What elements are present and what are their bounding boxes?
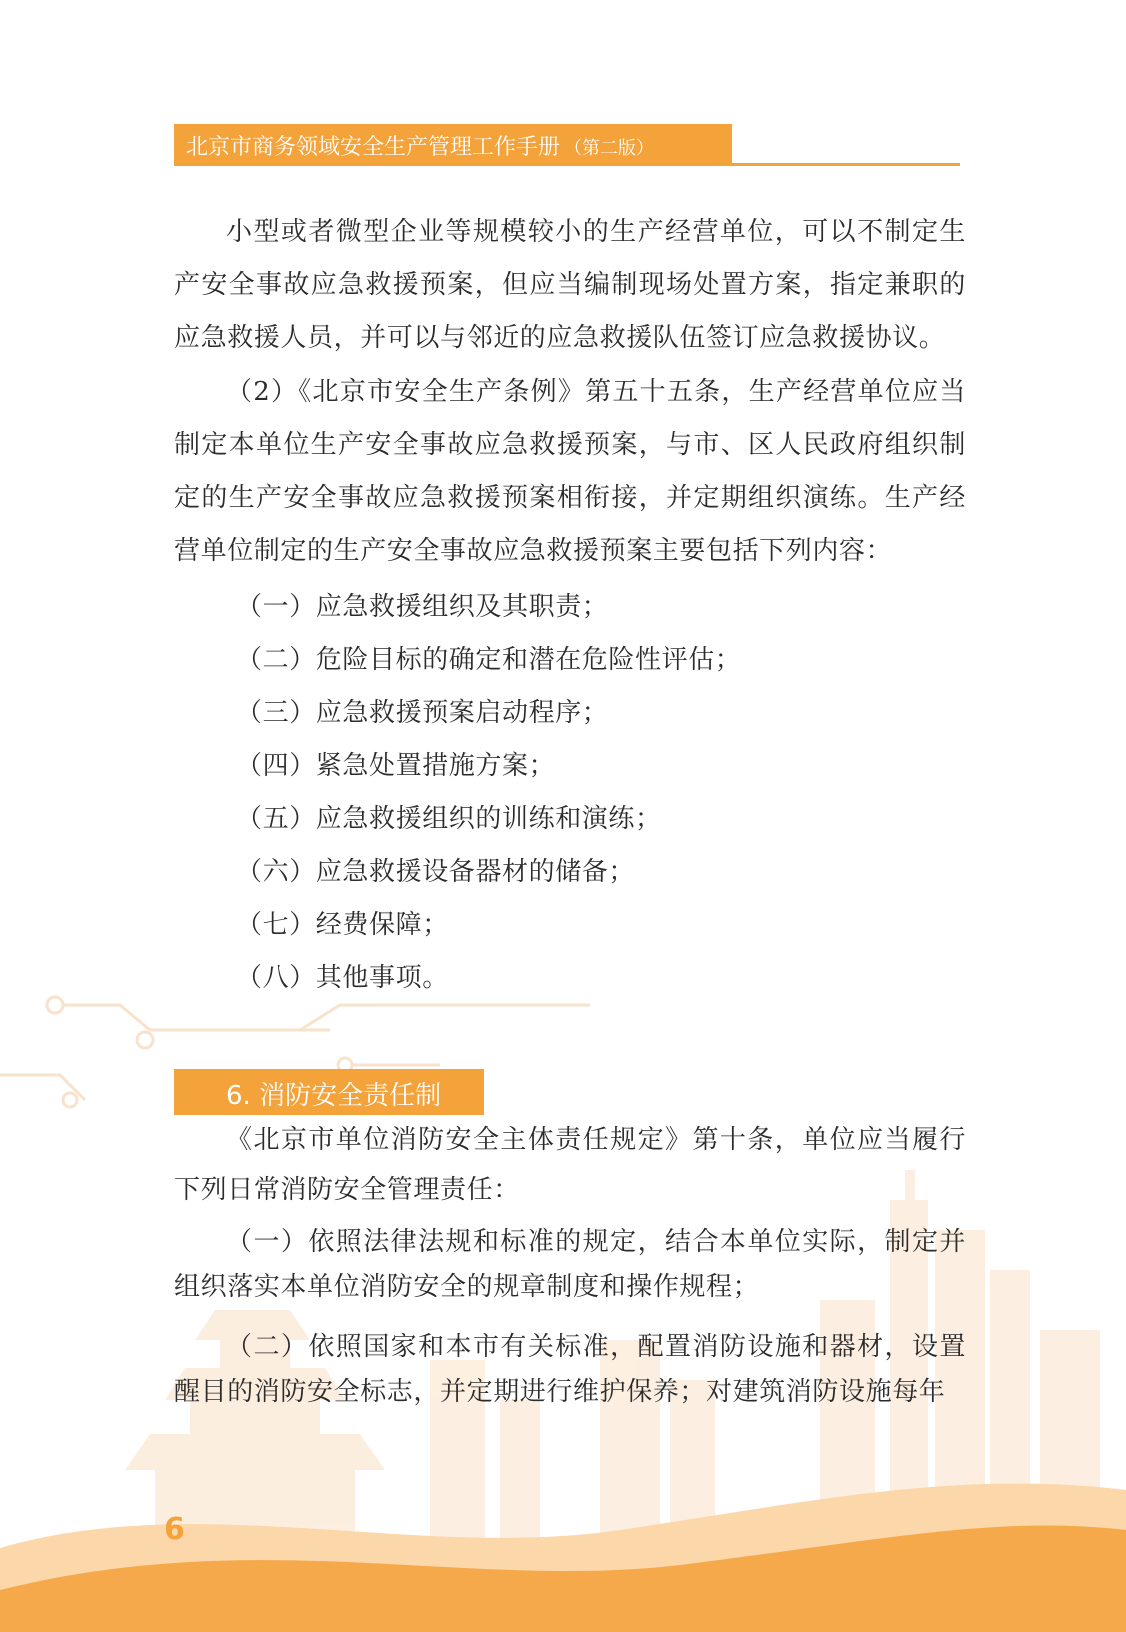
paragraph-fire-duty-2: （二）依照国家和本市有关标准，配置消防设施和器材，设置醒目的消防安全标志，并定期进行维护保养；对建筑消防设施每年 [174,1332,966,1407]
list-item: （六）应急救援设备器材的储备； [236,857,636,887]
page-number: 6 [164,1512,185,1547]
section-heading: 6. 消防安全责任制 [226,1081,442,1111]
manual-title [186,130,654,161]
list-item: （三）应急救援预案启动程序； [236,698,609,728]
paragraph-fire-duty-1: （一）依照法律法规和标准的规定，结合本单位实际，制定并组织落实本单位消防安全的规章制度和操作规程； [174,1227,966,1302]
paragraph-regulation-article-55: （2）《北京市安全生产条例》第五十五条，生产经营单位应当制定本单位生产安全事故应急救援预案，与市、区人民政府组织制定的生产安全事故应急救援预案相衔接，并定期组织演练。生产经营单位制定的生产安全事故应急救援预案主要包括下列内容： [174,377,966,566]
header-bar [174,124,732,164]
list-item: （二）危险目标的确定和潜在危险性评估； [236,645,742,675]
list-item: （七）经费保障； [236,910,449,940]
paragraph-fire-safety-rule: 《北京市单位消防安全主体责任规定》第十条，单位应当履行下列日常消防安全管理责任： [174,1125,966,1205]
section-heading-tag [174,1069,484,1115]
paragraph-small-enterprise: 小型或者微型企业等规模较小的生产经营单位，可以不制定生产安全事故应急救援预案，但应当编制现场处置方案，指定兼职的应急救援人员，并可以与邻近的应急救援队伍签订应急救援协议。 [174,217,966,353]
list-item: （四）紧急处置措施方案； [236,751,556,781]
list-item: （八）其他事项。 [236,963,449,993]
list-item: （五）应急救援组织的训练和演练； [236,804,662,834]
manual-edition: （第二版） [564,138,655,159]
plan-contents-list [174,581,934,1005]
list-item: （一）应急救援组织及其职责； [236,592,609,622]
manual-title-text: 北京市商务领域安全生产管理工作手册 [186,135,561,160]
header-underline [174,163,960,166]
